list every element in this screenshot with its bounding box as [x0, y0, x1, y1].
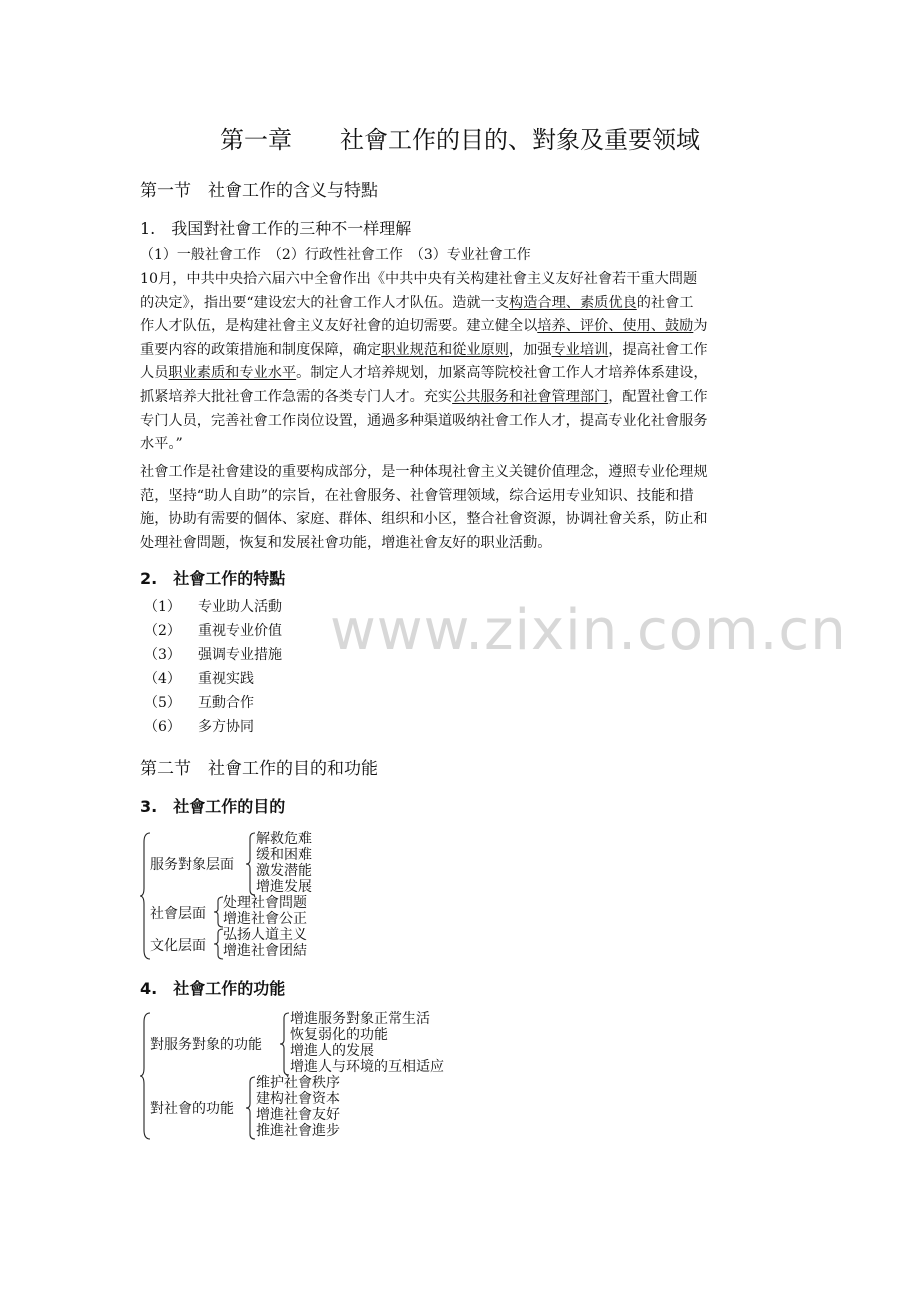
group-label: 對服务對象的功能	[150, 1037, 262, 1053]
group-label: 對社會的功能	[150, 1101, 234, 1117]
list-number: （5）	[144, 695, 181, 711]
text-run: 为	[693, 318, 708, 335]
list-text: 互動合作	[198, 695, 254, 711]
chapter-title	[0, 120, 920, 155]
text-run: ，加强	[508, 341, 552, 358]
group-item: 增進发展	[256, 879, 312, 895]
text-line	[140, 292, 790, 316]
group-item: 增進人的发展	[290, 1043, 374, 1059]
text-run: 的决定》，指出要“建设宏大的社會工作人才队伍。造就一支	[140, 294, 510, 311]
group-brace-icon	[280, 1012, 290, 1076]
list-number: （3）	[144, 647, 181, 663]
text-run: ，提高社會工作	[608, 341, 708, 358]
text-line	[140, 386, 790, 410]
text-line: 水平。”	[140, 436, 183, 453]
group-label: 社會层面	[150, 906, 206, 922]
text-run: 人员	[140, 365, 169, 382]
paragraph-definition	[140, 461, 790, 555]
list-text: 重视专业价值	[198, 623, 282, 639]
underlined-phrase: 职业素质和专业水平	[168, 365, 297, 382]
group-item: 激发潜能	[256, 863, 312, 879]
list-number: （1）	[144, 599, 181, 615]
list-text: 重视实践	[198, 671, 254, 687]
group-item: 增進社會友好	[256, 1107, 340, 1123]
group-brace-icon	[246, 1076, 256, 1140]
underlined-phrase: 构造合理、素质优良	[509, 294, 637, 311]
subsection-heading: 3. 社會工作的目的	[140, 797, 286, 816]
subsection-heading: 4. 社會工作的功能	[140, 979, 286, 998]
text-line: 施，协助有需要的個体、家庭、群体、组织和小区，整合社會资源，协调社會关系，防止和	[140, 511, 708, 528]
group-item: 缓和困难	[256, 847, 312, 863]
group-item: 处理社會問题	[223, 895, 307, 911]
subsection-heading: 2. 社會工作的特點	[140, 569, 286, 588]
text-line: 范，坚持“助人自助”的宗旨，在社會服务、社會管理领域，综合运用专业知识、技能和措	[140, 487, 694, 504]
text-run: 重要内容的政策措施和制度保障，确定	[140, 341, 382, 358]
group-item: 建构社會资本	[256, 1091, 340, 1107]
text-line: 专门人员，完善社會工作岗位设置，通過多种渠道吸纳社會工作人才，提高专业化社會服务	[140, 412, 708, 429]
list-number: （2）	[144, 623, 181, 639]
list-item	[144, 620, 282, 640]
section-heading: 第二节 社會工作的目的和功能	[140, 759, 378, 779]
group-item: 弘扬人道主义	[223, 927, 307, 943]
underlined-phrase: 公共服务和社會管理部门	[452, 388, 609, 405]
group-item: 增進人与环境的互相适应	[290, 1059, 444, 1075]
group-item: 推進社會進步	[256, 1123, 340, 1139]
list-item	[144, 692, 254, 712]
list-text: 强调专业措施	[198, 647, 282, 663]
group-item: 增進服务對象正常生活	[290, 1011, 430, 1027]
watermark: www.zixin.com.cn	[330, 598, 847, 663]
text-run: 抓紧培养大批社會工作急需的各类专门人才。充实	[140, 388, 453, 405]
text-run: 。制定人才培养规划，加紧高等院校社會工作人才培养体系建设，	[296, 365, 708, 382]
underlined-phrase: 专业培训	[551, 341, 609, 358]
group-item: 恢复弱化的功能	[290, 1027, 388, 1043]
text-run: 的社會工	[636, 294, 694, 311]
group-brace-icon	[246, 832, 256, 896]
list-item	[144, 644, 282, 664]
kinds-line: （1）一般社會工作 （2）行政性社會工作 （3）专业社會工作	[140, 247, 531, 263]
paragraph-policy	[140, 268, 790, 457]
list-item	[144, 596, 282, 616]
text-line: 处理社會問题，恢复和发展社會功能，增進社會友好的职业活動。	[140, 534, 552, 551]
chapter-title-main: 社會工作的目的、對象及重要领域	[340, 126, 700, 154]
text-line	[140, 339, 790, 363]
group-item: 增進社會团結	[223, 943, 307, 959]
list-text: 多方协同	[198, 719, 254, 735]
group-label: 文化层面	[150, 938, 206, 954]
list-item	[144, 716, 254, 736]
outer-brace-icon	[140, 1012, 152, 1140]
text-line: 社會工作是社會建设的重要构成部分，是一种体現社會主义关键价值理念，遵照专业伦理规	[140, 464, 708, 480]
underlined-phrase: 职业规范和從业原则	[381, 341, 509, 358]
list-item	[144, 668, 254, 688]
text-run: ，配置社會工作	[608, 388, 708, 405]
list-text: 专业助人活動	[198, 599, 282, 615]
group-item: 解救危难	[256, 831, 312, 847]
underlined-phrase: 培养、评价、使用、鼓励	[537, 318, 694, 335]
group-label: 服务對象层面	[150, 857, 234, 873]
text-run: 作人才队伍，是构建社會主义友好社會的迫切需要。建立健全以	[140, 318, 538, 335]
group-item: 增進社會公正	[223, 911, 307, 927]
chapter-title-prefix: 第一章	[220, 126, 292, 154]
text-line	[140, 362, 790, 386]
text-line: 10月，中共中央拾六届六中全會作出《中共中央有关构建社會主义友好社會若干重大問题	[140, 271, 698, 287]
section-heading: 第一节 社會工作的含义与特點	[140, 181, 378, 201]
text-line	[140, 315, 790, 339]
list-number: （6）	[144, 719, 181, 735]
subsection-heading: 1. 我国對社會工作的三种不一样理解	[140, 219, 412, 238]
list-number: （4）	[144, 671, 181, 687]
group-item: 维护社會秩序	[256, 1075, 340, 1091]
